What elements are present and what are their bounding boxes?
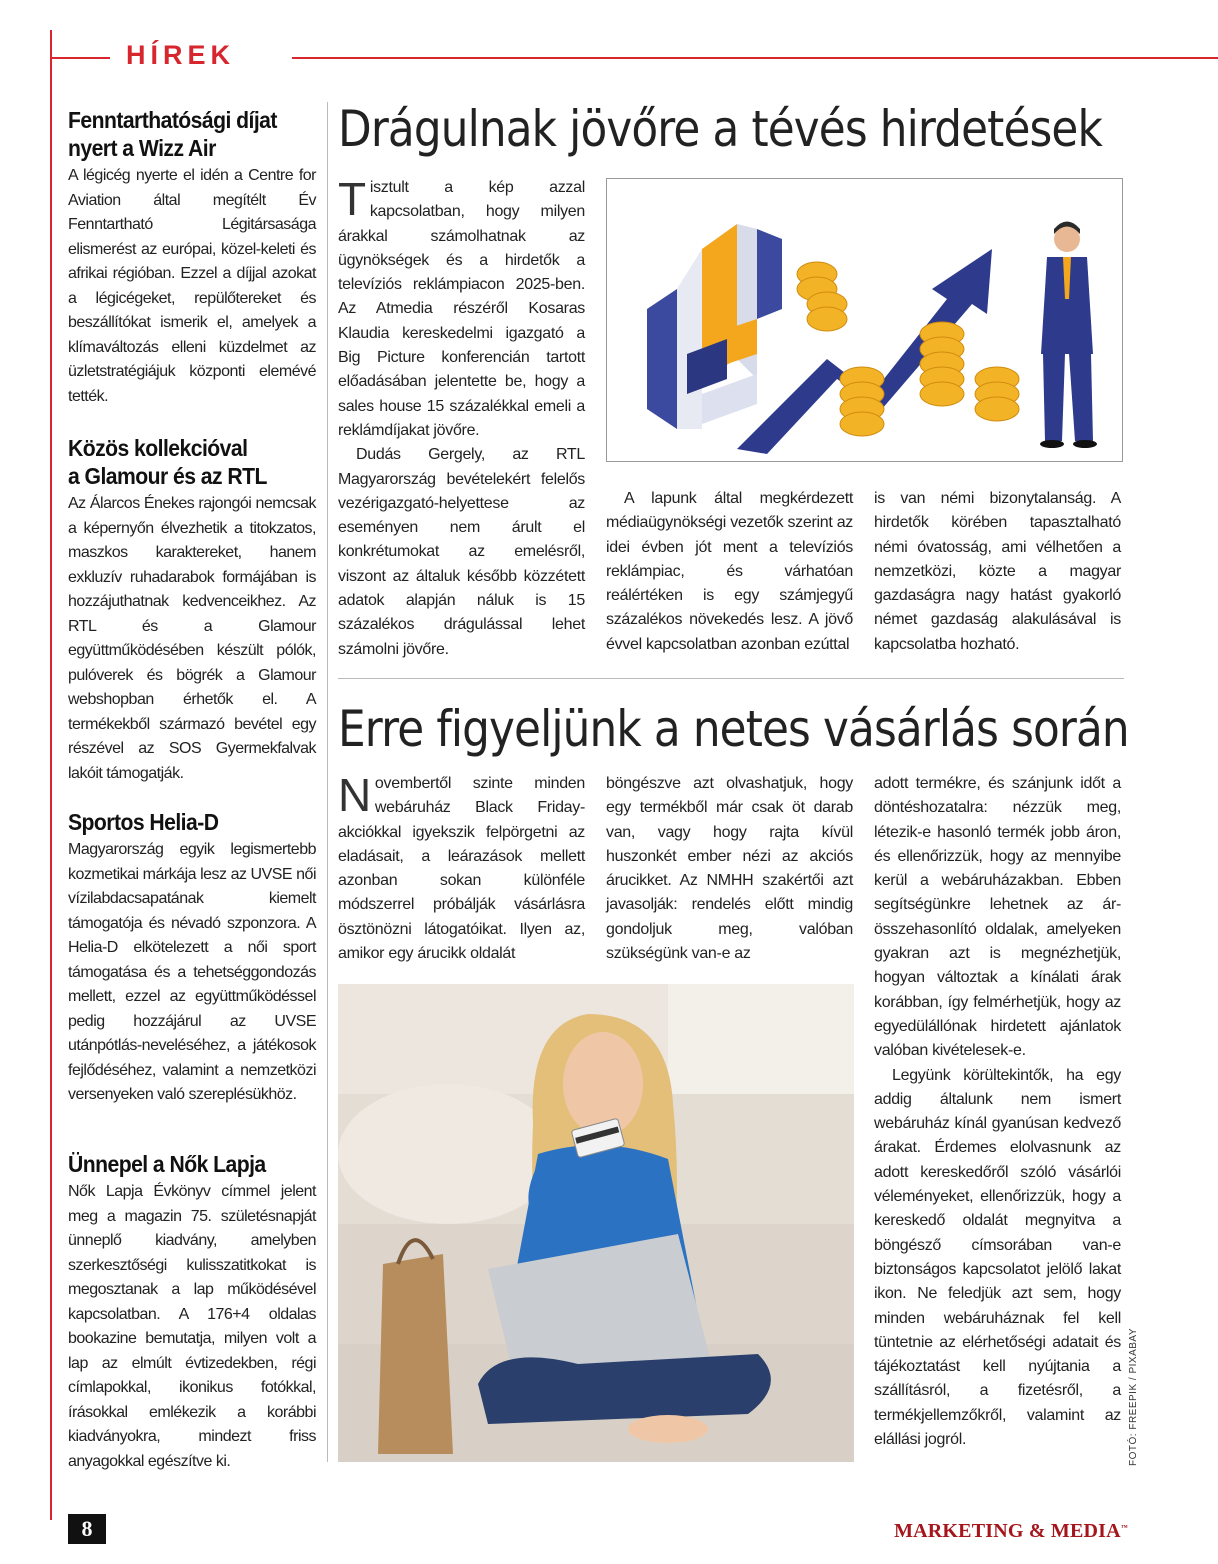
sidebar-item-title: Közös kollekcióval a Glamour és az RTL — [68, 435, 267, 489]
article1-illustration — [606, 178, 1123, 462]
sidebar-item-body: Magyarország egyik legismertebb kozmetikai márkája lesz az UVSE női vízilabdacsapatának kiemelt támogatója és névadó szponzora. A Helia-D elkötelezett a női sport támogatása és a tehetséggondozás mellett, ezzel az együttműködéssel pedig hozzájárul az UVSE utánpótlás-neveléséhez, a játékosok fejlődéséhez, valamint a nemzetközi versenyeken való szereplésükhöz. — [68, 841, 316, 1103]
section-label: HÍREK — [126, 40, 236, 70]
magazine-logo — [894, 1520, 1128, 1543]
article1-column-1 — [338, 173, 585, 662]
logo-trademark: ™ — [1120, 1523, 1128, 1532]
article2-col3-paragraph: adott termékre, és szánjunk időt a döntéshozatalra: nézzük meg, létezik-e hasonló termék jobb áron, és ellenőrizzük, hogy az mennyibe kerül a webáruházakban. Ebben segítségünkre lehetnek az ár-összehasonlító oldalak, amelyeken gyakran azt is megnézhetjük, hogyan változtak a kínálati árak korábban, így felmérhetjük, hogy az egyedülállónak hirdetett ajánlatok valóban kivételesek-e. — [874, 775, 1121, 1060]
article1-title: Drágulnak jövőre a tévés hirdetések — [338, 100, 1102, 158]
page-number: 8 — [68, 1514, 106, 1544]
sidebar-item-body: Az Álarcos Énekes rajongói nemcsak a képernyőn élvezhetik a titokzatos, maszkos karaktereket, hanem exkluzív ruhadarabok formájában is hozzájuthatnak kedvenceikhez. Az RTL és a Glamour együttműködésében készült pólók, pulóverek és bögrék a Glamour webshopban érhetők el. A termékekből származó bevétel egy részével az SOS Gyermekfalvak lakóit támogatják. — [68, 495, 316, 782]
sidebar-item-title: Ünnepel a Nők Lapja — [68, 1151, 266, 1177]
article2-photo — [338, 984, 854, 1462]
article2-col3-paragraph-2: Legyünk körültekintők, ha egy addig általunk nem ismert webáruház kínál gyanúsan kedvező árakat. Érdemes elolvasnunk az adott kereskedőről szóló vásárlói véleményeket, ellenőrizzük, hogy a kereskedő oldalát megnyitva a böngésző címsorában van-e biztonságos kapcsolatot jelölő lakat ikon. Ne feledjük azt sem, hogy minden webáruháznak fel kell tüntetnie az elérhetőségi adatait és tájékoztatást kell nyújtania a szállításról, a fizetésről, a termékjellemzőkről, valamint az elállási jogról. — [874, 1066, 1121, 1449]
header-rule-right — [292, 57, 1218, 59]
article1-col1-paragraph: isztult a kép azzal kapcsolatban, hogy milyen árakkal számolhatnak az ügynökségek és a hirdetők a televíziós reklámpiacon 2025-ben. Az Atmedia részéről Kosaras Klaudia kereskedelmi igazgató a Big Picture konferencián tartott előadásában jelentette be, hogy a sales house 15 százalékkal emeli a reklámdíjakat jövőre. — [338, 179, 585, 439]
article1-col3-paragraph: is van némi bizonytalanság. A hirdetők körében tapasztalható némi óvatosság, ami vélhetően a nemzetközi, közte a magyar gazdaságra nagy hatást gyakorló német gazdaság alakulásával is kapcsolatba hozható. — [874, 490, 1121, 653]
article-divider — [338, 678, 1124, 679]
article2-column-1 — [338, 769, 585, 966]
sidebar-item-helia-d — [68, 808, 316, 1108]
dropcap: T — [338, 173, 366, 225]
sidebar-divider — [327, 102, 328, 1462]
header-rule-left — [50, 57, 110, 59]
article2-column-3 — [874, 772, 1121, 1452]
sidebar-item-wizz-air — [68, 106, 316, 409]
sidebar-item-glamour-rtl — [68, 434, 316, 786]
sidebar-item-body: Nők Lapja Évkönyv címmel jelent meg a magazin 75. születésnapját ünneplő kiadvány, amelyben szerkesztőségi kulisszatitkokat is megosztanak a lap működésével kapcsolatban. A 176+4 oldalas bookazine bemutatja, milyen volt a lap az elmúlt évtizedekben, régi címlapokkal, ikonikus fotókkal, írásokkal emlékezik a korábbi kiadványokra, mindezt friss anyagokkal egészítve ki. — [68, 1183, 316, 1470]
article1-col2-paragraph: A lapunk által megkérdezett médiaügynökségi vezetők szerint az idei évben jót ment a televíziós reklámpiac, és várhatóan reálértéken is egy számjegyű százalékos növekedés lesz. A jövő évvel kapcsolatban azonban ezúttal — [606, 490, 853, 653]
sidebar-item-title: Fenntarthatósági díjat nyert a Wizz Air — [68, 107, 277, 161]
article2-column-2 — [606, 772, 853, 966]
article2-col1-paragraph: ovembertől szinte minden webáruház Black Friday-akciókkal igyekszik felpörgetni az eladásait, a leárazások mellett azonban sokan különféle módszerrel próbálják vásárlásra ösztönözni látogatóikat. Ilyen az, amikor egy árucikk oldalát — [338, 775, 585, 963]
photo-credit: FOTÓ: FREEPIK / PIXABAY — [1128, 1327, 1139, 1466]
woman-with-laptop-photo — [338, 984, 854, 1462]
left-red-margin-rule — [50, 30, 52, 1520]
dropcap: N — [338, 769, 371, 821]
article2-title: Erre figyeljünk a netes vásárlás során — [338, 700, 1129, 758]
article1-column-2 — [606, 487, 853, 657]
sidebar-item-title: Sportos Helia-D — [68, 809, 219, 835]
sidebar-item-body: A légicég nyerte el idén a Centre for Aviation által megítélt Év Fenntartható Légitársasága elismerést az európai, közel-keleti és afrikai régióban. Ezzel a díjjal azokat a légicégeket, repülőtereket és beszállítókat ismerik el, amelyek a klímaváltozás elleni küzdelmet az üzletstratégiájuk központi elemévé tették. — [68, 167, 316, 405]
article2-col2-paragraph: böngészve azt olvashatjuk, hogy egy termékből már csak öt darab van, vagy hogy rajta kívül huszonkét ember nézi az akciós árucikket. Az NMHH szakértői azt javasolják: rendelés előtt mindig gondoljuk meg, valóban szükségünk van-e az — [606, 775, 853, 963]
logo-text: MARKETING & MEDIA — [894, 1520, 1121, 1542]
sidebar-item-nok-lapja — [68, 1150, 316, 1474]
article1-column-3 — [874, 487, 1121, 657]
article1-col1-paragraph-2: Dudás Gergely, az RTL Magyarország bevételekért felelős vezérigazgató-helyettese az eseményen nem árult el konkrétumokat az emelésről, viszont az általuk később közzétett adatok alapján náluk is 15 százalékos drágulással lehet számolni jövőre. — [338, 446, 585, 658]
growth-chart-illustration — [607, 179, 1122, 461]
